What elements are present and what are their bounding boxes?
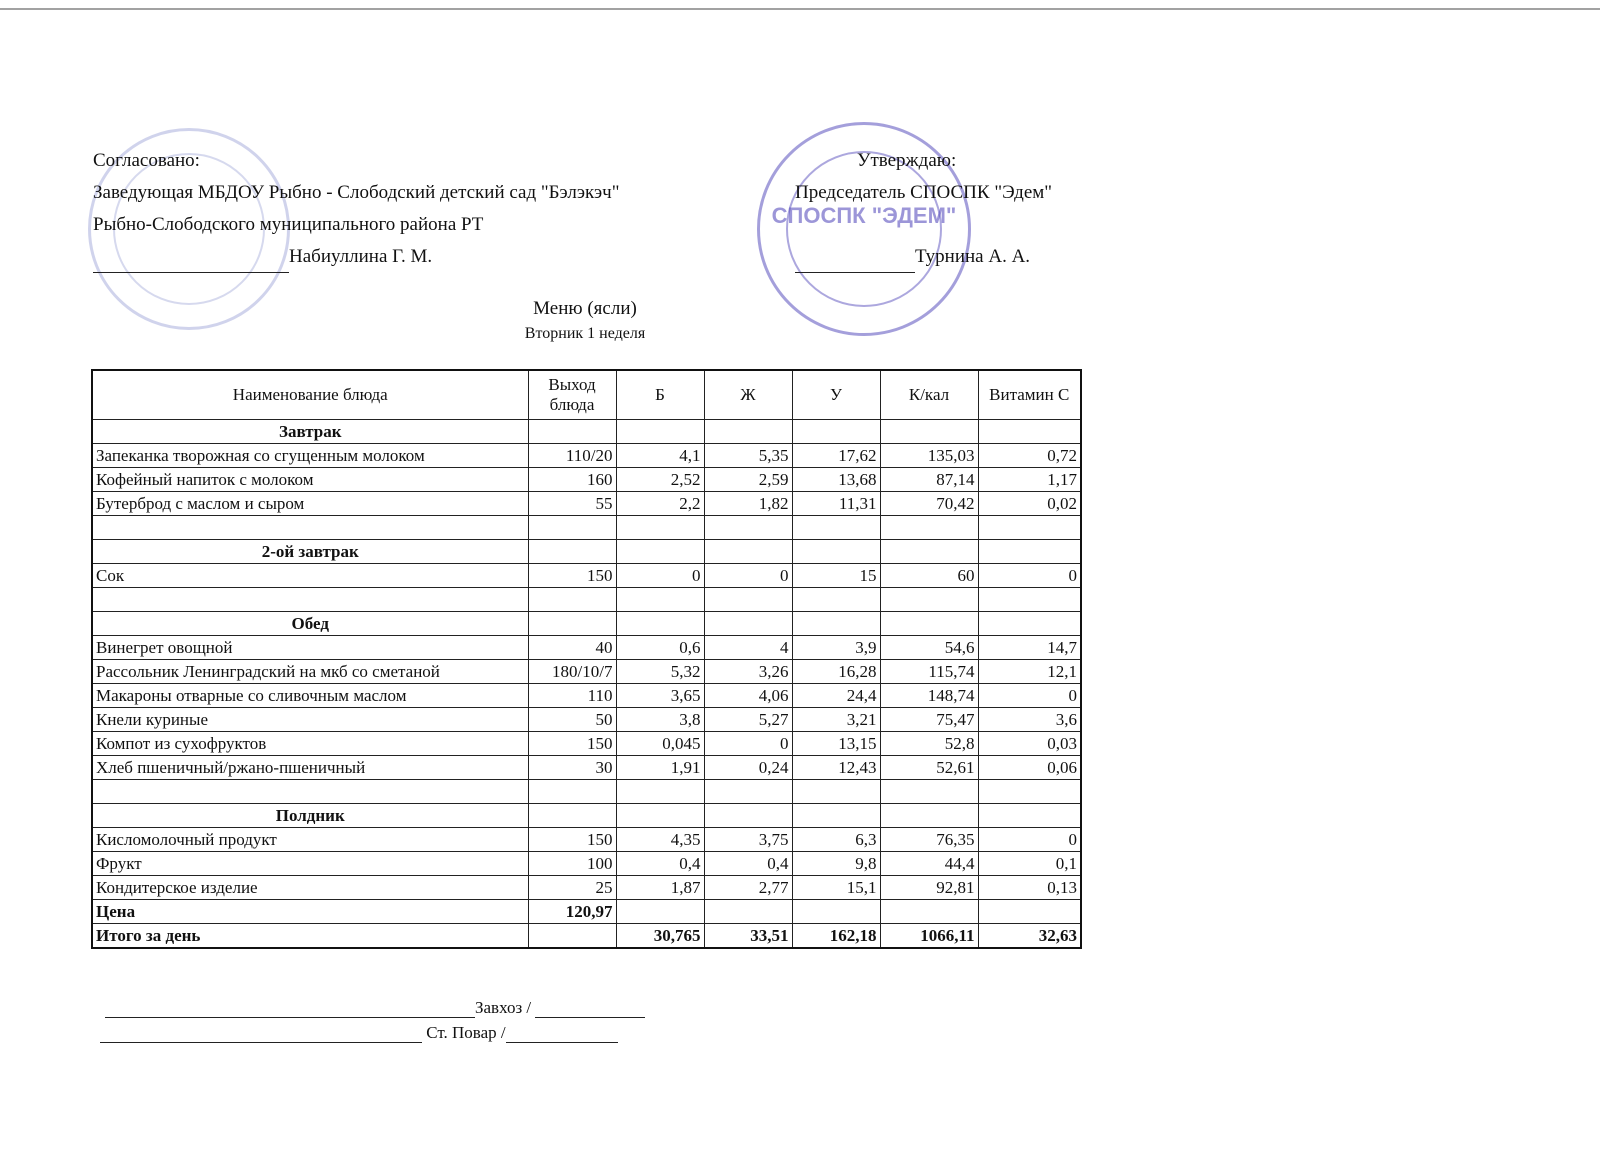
scan-border-line: [0, 8, 1600, 10]
footer-label-2: Ст. Повар /: [426, 1023, 506, 1042]
value-cell: [616, 612, 704, 636]
value-cell: 4,06: [704, 684, 792, 708]
agreed-signature-line: [93, 250, 289, 273]
value-cell: [792, 540, 880, 564]
value-cell: 2,52: [616, 468, 704, 492]
approve-block: [795, 145, 1052, 273]
value-cell: 162,18: [792, 924, 880, 949]
value-cell: 6,3: [792, 828, 880, 852]
value-cell: 13,15: [792, 732, 880, 756]
value-cell: 0: [978, 828, 1081, 852]
value-cell: 0,02: [978, 492, 1081, 516]
agreed-line-1: Заведующая МБДОУ Рыбно - Слободский детский сад "Бэлэкэч": [93, 182, 620, 203]
value-cell: [880, 420, 978, 444]
value-cell: 1,91: [616, 756, 704, 780]
value-cell: 30: [528, 756, 616, 780]
section-row: [92, 540, 1081, 564]
footer-line-2-blank: [100, 1026, 422, 1043]
value-cell: [704, 540, 792, 564]
value-cell: 12,43: [792, 756, 880, 780]
approve-line-1: Председатель СПОСПК "Эдем": [795, 182, 1053, 203]
value-cell: 76,35: [880, 828, 978, 852]
value-cell: [978, 540, 1081, 564]
footer-line-2-sign: [506, 1026, 618, 1043]
value-cell: 3,8: [616, 708, 704, 732]
value-cell: [616, 540, 704, 564]
value-cell: [704, 516, 792, 540]
dish-name-cell: Цена: [92, 900, 528, 924]
value-cell: [792, 780, 880, 804]
value-cell: 2,77: [704, 876, 792, 900]
value-cell: [880, 516, 978, 540]
dish-name-cell: Кнели куриные: [92, 708, 528, 732]
value-cell: [616, 780, 704, 804]
table-row: [92, 732, 1081, 756]
value-cell: 25: [528, 876, 616, 900]
value-cell: [528, 540, 616, 564]
value-cell: 24,4: [792, 684, 880, 708]
value-cell: 5,35: [704, 444, 792, 468]
value-cell: 16,28: [792, 660, 880, 684]
value-cell: 3,26: [704, 660, 792, 684]
header-yield: Выход блюда: [528, 370, 616, 420]
table-row: [92, 636, 1081, 660]
dish-name-cell: Полдник: [92, 804, 528, 828]
value-cell: 3,75: [704, 828, 792, 852]
value-cell: 0,03: [978, 732, 1081, 756]
value-cell: [880, 780, 978, 804]
value-cell: [704, 804, 792, 828]
dish-name-cell: Кондитерское изделие: [92, 876, 528, 900]
value-cell: 0: [704, 732, 792, 756]
footer-line-1-blank: [105, 1001, 475, 1018]
value-cell: 40: [528, 636, 616, 660]
value-cell: [880, 540, 978, 564]
section-row: [92, 612, 1081, 636]
table-row: [92, 876, 1081, 900]
value-cell: 12,1: [978, 660, 1081, 684]
menu-table: [91, 369, 1082, 949]
stamp-right-text: СПОСПК "ЭДЕМ": [771, 203, 957, 228]
value-cell: 0,24: [704, 756, 792, 780]
value-cell: 0: [978, 684, 1081, 708]
table-header-row: [92, 370, 1081, 420]
value-cell: [792, 516, 880, 540]
value-cell: 15: [792, 564, 880, 588]
value-cell: [616, 516, 704, 540]
value-cell: [978, 804, 1081, 828]
value-cell: 1066,11: [880, 924, 978, 949]
dish-name-cell: Бутерброд с маслом и сыром: [92, 492, 528, 516]
table-row: [92, 492, 1081, 516]
value-cell: [792, 420, 880, 444]
value-cell: [792, 804, 880, 828]
value-cell: 2,59: [704, 468, 792, 492]
value-cell: [978, 516, 1081, 540]
dish-name-cell: [92, 780, 528, 804]
value-cell: 0,13: [978, 876, 1081, 900]
value-cell: 92,81: [880, 876, 978, 900]
value-cell: [978, 780, 1081, 804]
value-cell: [978, 588, 1081, 612]
agreed-signature-row: [93, 241, 619, 273]
agreed-name: Набиуллина Г. М.: [289, 246, 433, 267]
header-dish: Наименование блюда: [92, 370, 528, 420]
blank-row: [92, 516, 1081, 540]
footer-line-1-sign: [535, 1001, 645, 1018]
value-cell: [704, 588, 792, 612]
value-cell: 110/20: [528, 444, 616, 468]
value-cell: 60: [880, 564, 978, 588]
approve-name: Турнина А. А.: [915, 246, 1031, 267]
value-cell: 54,6: [880, 636, 978, 660]
value-cell: 2,2: [616, 492, 704, 516]
value-cell: 0,045: [616, 732, 704, 756]
value-cell: [528, 420, 616, 444]
dish-name-cell: [92, 516, 528, 540]
value-cell: 1,87: [616, 876, 704, 900]
value-cell: 0,1: [978, 852, 1081, 876]
agreed-block: [93, 145, 619, 273]
value-cell: 150: [528, 828, 616, 852]
value-cell: [704, 780, 792, 804]
value-cell: 11,31: [792, 492, 880, 516]
table-row: [92, 756, 1081, 780]
dish-name-cell: Макароны отварные со сливочным маслом: [92, 684, 528, 708]
table-row: [92, 444, 1081, 468]
header-vitamin-c: Витамин С: [978, 370, 1081, 420]
value-cell: [704, 612, 792, 636]
dish-name-cell: Фрукт: [92, 852, 528, 876]
value-cell: 5,27: [704, 708, 792, 732]
table-row: [92, 684, 1081, 708]
value-cell: 32,63: [978, 924, 1081, 949]
value-cell: [616, 420, 704, 444]
agreed-label: Согласовано:: [93, 150, 200, 171]
value-cell: [528, 924, 616, 949]
value-cell: 44,4: [880, 852, 978, 876]
table-row: [92, 660, 1081, 684]
table-body: [92, 420, 1081, 949]
header-carbs: У: [792, 370, 880, 420]
dish-name-cell: Хлеб пшеничный/ржано-пшеничный: [92, 756, 528, 780]
value-cell: [616, 804, 704, 828]
value-cell: 3,65: [616, 684, 704, 708]
value-cell: 150: [528, 732, 616, 756]
dish-name-cell: Сок: [92, 564, 528, 588]
section-row: [92, 420, 1081, 444]
value-cell: 135,03: [880, 444, 978, 468]
value-cell: [880, 612, 978, 636]
value-cell: [978, 900, 1081, 924]
total-row: [92, 924, 1081, 949]
dish-name-cell: Кисломолочный продукт: [92, 828, 528, 852]
value-cell: [880, 588, 978, 612]
dish-name-cell: Компот из сухофруктов: [92, 732, 528, 756]
value-cell: 100: [528, 852, 616, 876]
value-cell: 1,17: [978, 468, 1081, 492]
value-cell: 148,74: [880, 684, 978, 708]
table-row: [92, 828, 1081, 852]
blank-row: [92, 780, 1081, 804]
blank-row: [92, 588, 1081, 612]
dish-name-cell: Кофейный напиток с молоком: [92, 468, 528, 492]
dish-name-cell: Винегрет овощной: [92, 636, 528, 660]
value-cell: 15,1: [792, 876, 880, 900]
value-cell: 0,4: [704, 852, 792, 876]
total-row: [92, 900, 1081, 924]
dish-name-cell: 2-ой завтрак: [92, 540, 528, 564]
value-cell: 9,8: [792, 852, 880, 876]
value-cell: [792, 900, 880, 924]
footer-line-2: [100, 1023, 618, 1043]
table-row: [92, 564, 1081, 588]
value-cell: [704, 900, 792, 924]
value-cell: 14,7: [978, 636, 1081, 660]
section-row: [92, 804, 1081, 828]
value-cell: [880, 900, 978, 924]
value-cell: 0: [978, 564, 1081, 588]
value-cell: 5,32: [616, 660, 704, 684]
value-cell: 1,82: [704, 492, 792, 516]
value-cell: 0,6: [616, 636, 704, 660]
value-cell: 0,4: [616, 852, 704, 876]
value-cell: 0,06: [978, 756, 1081, 780]
dish-name-cell: Завтрак: [92, 420, 528, 444]
value-cell: 52,61: [880, 756, 978, 780]
header-protein: Б: [616, 370, 704, 420]
value-cell: 150: [528, 564, 616, 588]
value-cell: [880, 804, 978, 828]
value-cell: [704, 420, 792, 444]
value-cell: [978, 420, 1081, 444]
value-cell: [978, 612, 1081, 636]
value-cell: [528, 780, 616, 804]
dish-name-cell: Запеканка творожная со сгущенным молоком: [92, 444, 528, 468]
value-cell: [792, 612, 880, 636]
header-fat: Ж: [704, 370, 792, 420]
value-cell: 4,35: [616, 828, 704, 852]
value-cell: 120,97: [528, 900, 616, 924]
value-cell: 75,47: [880, 708, 978, 732]
value-cell: 52,8: [880, 732, 978, 756]
approve-label: Утверждаю:: [857, 150, 957, 171]
value-cell: [528, 516, 616, 540]
value-cell: 110: [528, 684, 616, 708]
table-row: [92, 708, 1081, 732]
value-cell: 4: [704, 636, 792, 660]
header-kcal: К/кал: [880, 370, 978, 420]
value-cell: [528, 588, 616, 612]
value-cell: 55: [528, 492, 616, 516]
value-cell: 4,1: [616, 444, 704, 468]
value-cell: 33,51: [704, 924, 792, 949]
value-cell: 70,42: [880, 492, 978, 516]
dish-name-cell: Итого за день: [92, 924, 528, 949]
agreed-line-2: Рыбно-Слободского муниципального района РТ: [93, 214, 484, 235]
value-cell: 13,68: [792, 468, 880, 492]
value-cell: [616, 588, 704, 612]
dish-name-cell: Обед: [92, 612, 528, 636]
value-cell: 30,765: [616, 924, 704, 949]
value-cell: [616, 900, 704, 924]
value-cell: 160: [528, 468, 616, 492]
value-cell: [528, 804, 616, 828]
approve-signature-row: [795, 241, 1052, 273]
dish-name-cell: Рассольник Ленинградский на мкб со сметаной: [92, 660, 528, 684]
value-cell: 3,21: [792, 708, 880, 732]
table-row: [92, 468, 1081, 492]
value-cell: 87,14: [880, 468, 978, 492]
table-row: [92, 852, 1081, 876]
value-cell: 180/10/7: [528, 660, 616, 684]
value-cell: 3,9: [792, 636, 880, 660]
value-cell: [528, 612, 616, 636]
value-cell: 3,6: [978, 708, 1081, 732]
approve-signature-line: [795, 250, 915, 273]
dish-name-cell: [92, 588, 528, 612]
page-title: Меню (ясли): [533, 298, 637, 319]
footer-line-1: [105, 998, 645, 1018]
page-subtitle: Вторник 1 неделя: [524, 325, 646, 342]
footer-label-1: Завхоз /: [475, 998, 532, 1017]
value-cell: 0: [616, 564, 704, 588]
value-cell: 0,72: [978, 444, 1081, 468]
value-cell: 50: [528, 708, 616, 732]
value-cell: 0: [704, 564, 792, 588]
value-cell: [792, 588, 880, 612]
value-cell: 115,74: [880, 660, 978, 684]
value-cell: 17,62: [792, 444, 880, 468]
